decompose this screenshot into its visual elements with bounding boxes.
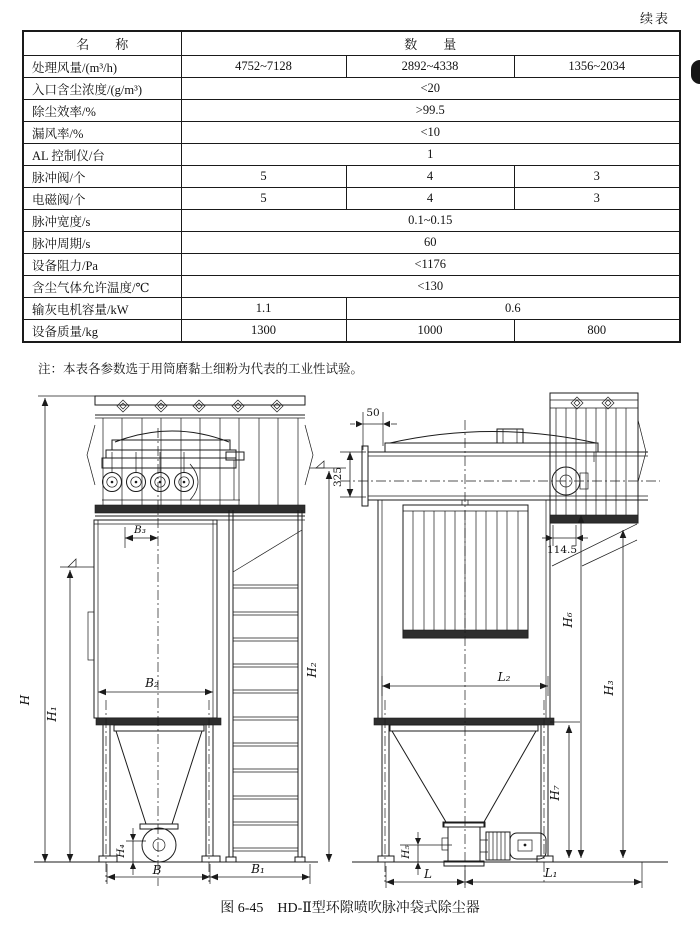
dim-label-L1: L₁: [544, 866, 558, 880]
dim-label-H4: H₄: [115, 844, 127, 858]
spec-cell: >99.5: [181, 100, 680, 122]
spec-cell: 60: [181, 232, 680, 254]
side-view-drawing: [305, 393, 668, 888]
dim-label-H3: H₃: [602, 680, 616, 696]
spec-cell: 5: [181, 166, 346, 188]
pulse-valves: [103, 473, 194, 492]
front-view-drawing: [18, 396, 318, 886]
spec-cell: 2892~4338: [346, 56, 514, 78]
scan-artifact: [691, 60, 700, 84]
row-label: 设备质量/kg: [23, 320, 181, 343]
dim-label-H7: H₇: [548, 785, 562, 801]
spec-cell: 5: [181, 188, 346, 210]
row-label: 脉冲宽度/s: [23, 210, 181, 232]
staircase: [226, 510, 305, 862]
spec-row: [23, 276, 680, 298]
dim-label-H: H: [18, 694, 32, 706]
spec-row: [23, 56, 680, 78]
spec-cell: 3: [514, 166, 680, 188]
dim-label-B2: B₂: [145, 676, 159, 690]
row-label: 除尘效率/%: [23, 100, 181, 122]
spec-row: [23, 298, 680, 320]
figure-caption: 图 6-45 HD-Ⅱ型环隙喷吹脉冲袋式除尘器: [220, 901, 480, 916]
spec-row: [23, 78, 680, 100]
table-header-row: [23, 31, 680, 56]
row-label: 输灰电机容量/kW: [23, 298, 181, 320]
outlet-duct: [362, 446, 648, 506]
header-quantity: 数 量: [181, 31, 680, 56]
casing-side: [378, 500, 550, 718]
spec-cell: 1000: [346, 320, 514, 343]
hopper-side: [390, 725, 538, 827]
rotary-valve: [442, 823, 484, 866]
spec-row: [23, 320, 680, 343]
dim-label-114-5: 114.5: [546, 544, 578, 556]
side-railing-platform: [550, 393, 646, 566]
hopper-front: [114, 725, 204, 862]
railing-diamond-ornaments: [117, 400, 283, 412]
dim-label-H6: H₆: [561, 612, 575, 628]
spec-row: [23, 166, 680, 188]
row-label: 设备阻力/Pa: [23, 254, 181, 276]
figure-6-45-drawing: [0, 385, 700, 900]
spec-cell: <130: [181, 276, 680, 298]
dim-label-B: B: [152, 863, 162, 877]
dim-label-B3: B₃: [134, 524, 146, 536]
dim-label-325: 325: [332, 466, 344, 488]
dim-label-L2: L₂: [497, 670, 511, 684]
spec-cell: <1176: [181, 254, 680, 276]
table-note: 注：本表各参数选于用筒磨黏土细粉为代表的工业性试验。: [38, 362, 364, 376]
continued-table-label: 续表: [639, 11, 670, 26]
spec-cell: 0.6: [346, 298, 680, 320]
spec-cell: 1: [181, 144, 680, 166]
discharge-motor: [480, 832, 546, 860]
pulse-jet-header: [102, 431, 244, 500]
level-mark-icon: [68, 559, 76, 567]
header-name: 名 称: [23, 31, 181, 56]
dim-label-H5: H₅: [400, 845, 412, 859]
row-label: 脉冲周期/s: [23, 232, 181, 254]
spec-cell: <10: [181, 122, 680, 144]
level-mark-icon: [316, 461, 324, 468]
spec-cell: 3: [514, 188, 680, 210]
spec-cell: 4: [346, 166, 514, 188]
spec-cell: 0.1~0.15: [181, 210, 680, 232]
spec-cell: 1300: [181, 320, 346, 343]
spec-row: [23, 188, 680, 210]
dim-label-H2: H₂: [305, 662, 319, 678]
spec-row: [23, 122, 680, 144]
spec-cell: 1.1: [181, 298, 346, 320]
spec-row: [23, 232, 680, 254]
dim-label-L: L: [424, 867, 432, 881]
row-label: AL 控制仪/台: [23, 144, 181, 166]
dim-label-H1: H₁: [45, 706, 59, 722]
spec-row: [23, 210, 680, 232]
spec-row: [23, 254, 680, 276]
spec-cell: 4: [346, 188, 514, 210]
spec-cell: <20: [181, 78, 680, 100]
row-label: 漏风率/%: [23, 122, 181, 144]
row-label: 含尘气体允许温度/℃: [23, 276, 181, 298]
spec-row: [23, 100, 680, 122]
spec-table: [22, 30, 681, 343]
row-label: 入口含尘浓度/(g/m³): [23, 78, 181, 100]
row-label: 脉冲阀/个: [23, 166, 181, 188]
row-label: 处理风量/(m³/h): [23, 56, 181, 78]
spec-cell: 800: [514, 320, 680, 343]
row-label: 电磁阀/个: [23, 188, 181, 210]
spec-cell: 1356~2034: [514, 56, 680, 78]
dim-label-B1: B₁: [251, 862, 265, 876]
dim-label-50: 50: [366, 407, 380, 419]
filter-bags: [403, 500, 528, 638]
spec-cell: 4752~7128: [181, 56, 346, 78]
spec-row: [23, 144, 680, 166]
